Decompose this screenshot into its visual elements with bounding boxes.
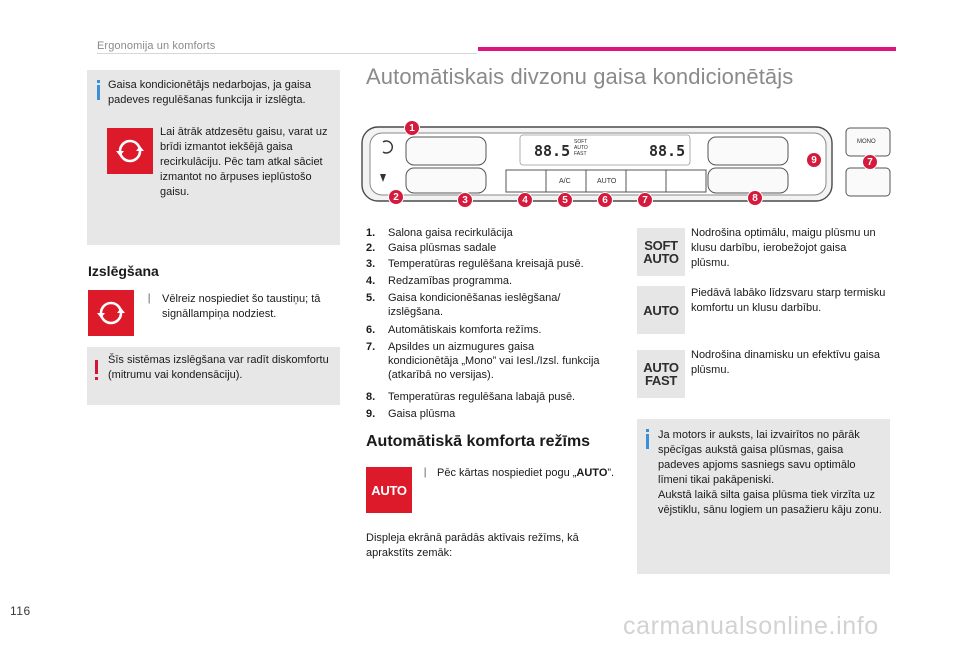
list-item: 3. Temperatūras regulēšana kreisajā pusē.	[366, 258, 584, 270]
list-item: 9. Gaisa plūsma	[366, 408, 456, 420]
info-icon	[93, 80, 103, 100]
soft-auto-description: Nodrošina optimālu, maigu plūsmu un klusu darbību, ierobežojot gaisa plūsmu.	[691, 227, 876, 269]
display-mode-list: SOFT AUTO FAST	[574, 139, 588, 157]
callout-badge: 2	[388, 189, 404, 205]
arrow-bullet-icon: ❘	[145, 293, 154, 304]
page-number: 116	[10, 604, 31, 618]
info-box	[87, 70, 340, 245]
section-title: Ergonomija un komforts	[97, 40, 216, 52]
warning-text: Šīs sistēmas izslēgšana var radīt diskomfortu (mitrumu vai kondensāciju).	[108, 354, 329, 381]
display-left-temp: 88.5	[534, 142, 571, 160]
callout-badge: 6	[597, 192, 613, 208]
list-item: 4. Redzamības programma.	[366, 275, 513, 287]
off-button-tile	[88, 290, 134, 336]
auto-mode-tile	[637, 286, 685, 334]
climate-control-panel	[360, 112, 900, 212]
callout-badge: 1	[404, 120, 420, 136]
callout-badge: 7	[637, 192, 653, 208]
ac-button[interactable]: A/C	[559, 178, 571, 185]
soft-auto-mode-tile	[637, 228, 685, 276]
recirculation-tip: Lai ātrāk atdzesētu gaisu, varat uz brīdi izmantot iekšējā gaisa recirkulāciju. Pēc tam atkal sāciet izmantot no ārpuses ieplūstošo gaisu.	[160, 126, 328, 198]
watermark: carmanualsonline.info	[623, 612, 879, 640]
auto-fast-mode-tile	[637, 350, 685, 398]
callout-badge: 8	[747, 190, 763, 206]
comfort-heading: Automātiskā komforta režīms	[366, 433, 591, 450]
display-description: Displeja ekrānā parādās aktīvais režīms, kā aprakstīts zemāk:	[366, 532, 579, 559]
list-item: 5. Gaisa kondicionēšanas ieslēgšana/ izslēgšana.	[366, 292, 561, 318]
list-item: 8. Temperatūras regulēšana labajā pusē.	[366, 391, 576, 403]
arrow-bullet-icon: ❘	[421, 467, 430, 478]
off-instruction: Vēlreiz nospiediet šo taustiņu; tā signāllampiņa nodziest.	[162, 293, 321, 320]
callout-badge: 4	[517, 192, 533, 208]
warning-icon	[92, 360, 102, 380]
auto-description: Piedāvā labāko līdzsvaru starp termisku komfortu un klusu darbību.	[691, 287, 886, 314]
auto-fast-description: Nodrošina dinamisku un efektīvu gaisa plūsmu.	[691, 349, 880, 376]
soft-auto-label: SOFT AUTO	[643, 238, 679, 266]
list-item: 2. Gaisa plūsmas sadale	[366, 242, 497, 254]
auto-button[interactable]: AUTO	[597, 178, 617, 185]
page-title: Automātiskais divzonu gaisa kondicionētājs	[366, 64, 794, 89]
callout-badge: 5	[557, 192, 573, 208]
recirculation-button-tile	[107, 128, 153, 174]
header-accent-bar	[478, 47, 896, 51]
recirculation-icon	[115, 136, 145, 166]
display-right-temp: 88.5	[649, 142, 686, 160]
recirculation-icon	[96, 298, 126, 328]
cold-engine-info: Ja motors ir auksts, lai izvairītos no pārāk spēcīgas aukstā gaisa plūsmas, gaisa padeves apjoms sasniegs savu optimālo līmeni tikai pakāpeniski. Aukstā laikā silta gaisa plūsma tiek virzīta uz vējstiklu, sānu logiem un pasažieru kāju zonu.	[658, 429, 882, 516]
auto-key-tile	[366, 467, 412, 513]
info-icon	[642, 429, 652, 449]
auto-fast-label: AUTO FAST	[643, 360, 679, 388]
callout-badge: 7	[862, 154, 878, 170]
callout-badge: 3	[457, 192, 473, 208]
callout-badge: 9	[806, 152, 822, 168]
header-rule	[97, 53, 477, 54]
warning-box	[87, 347, 340, 405]
list-item: 6. Automātiskais komforta režīms.	[366, 324, 542, 336]
auto-key-label: AUTO	[371, 482, 407, 498]
off-heading: Izslēgšana	[88, 263, 159, 279]
auto-label: AUTO	[643, 302, 679, 318]
cold-engine-info-box	[637, 419, 890, 574]
info-note: Gaisa kondicionētājs nedarbojas, ja gaisa padeves regulēšanas funkcija ir izslēgta.	[108, 79, 312, 106]
list-item: 7. Apsildes un aizmugures gaisa kondicionētāja „Mono” vai Iesl./Izsl. funkcija (atkarībā no versijas).	[366, 341, 600, 381]
mono-button[interactable]: MONO	[857, 139, 876, 145]
list-item: 1. Salona gaisa recirkulācija	[366, 227, 513, 239]
comfort-instruction: Pēc kārtas nospiediet pogu „AUTO”.	[437, 467, 615, 479]
